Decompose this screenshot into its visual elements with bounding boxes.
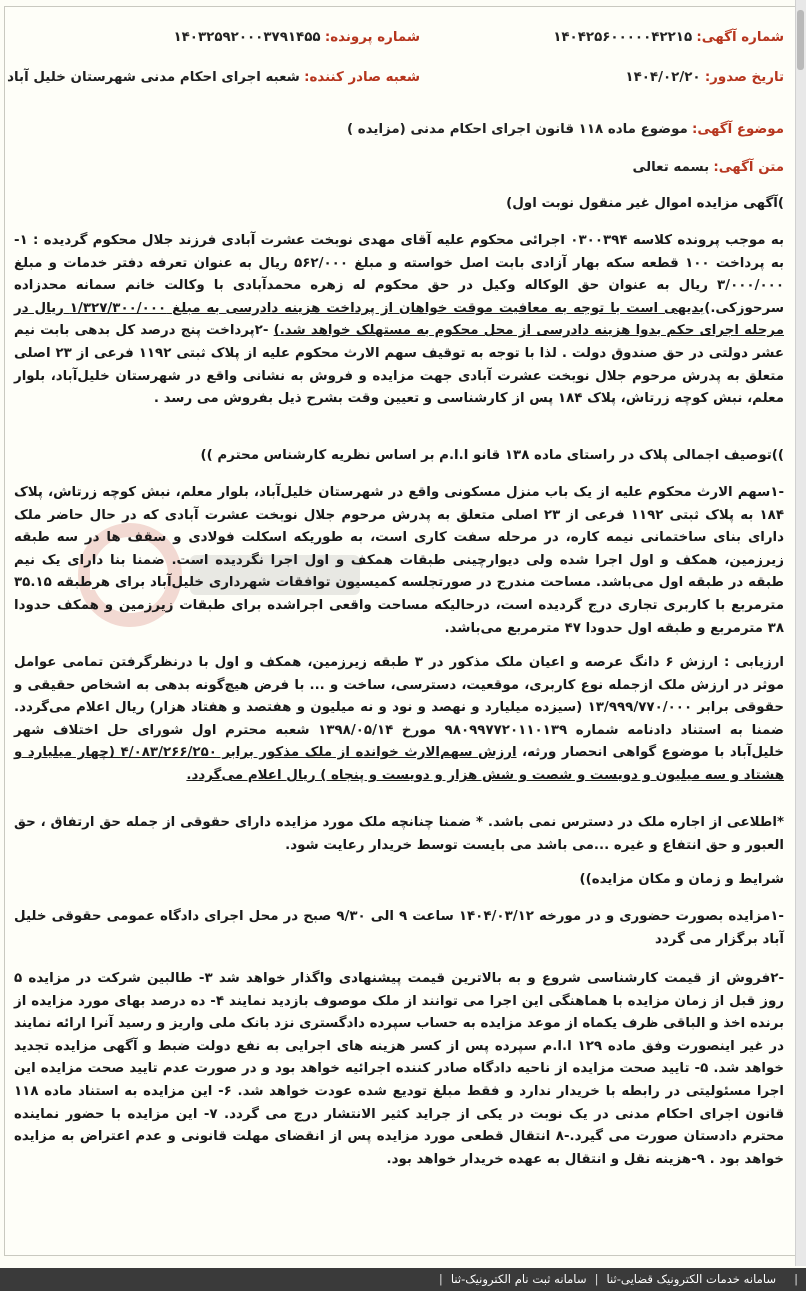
issuer: [7, 70, 420, 85]
case-number: [173, 30, 420, 45]
case-number-label: شماره پرونده:: [324, 30, 420, 45]
subject-line: [14, 122, 784, 137]
paragraph-4: [14, 812, 784, 857]
header-row-1: [14, 30, 786, 54]
para6-text: -۲فروش از قیمت کارشناسی شروع و به بالاترین قیمت پیشنهادی واگذار خواهد شد ۳- طالبین شرکت در مزایده ۵ روز قبل از زمان مزایده با هماهنگی این اجرا می توانند از ملک موصوف بازدید نمایند ۴- ده درصد بهای مورد مزایده از برنده اخذ و الباقی ظرف یکماه از موعد مزایده به حساب سپرده دادگستری نزد بانک ملی واریز و رسید آنرا ارائه نمایند در غیر اینصورت وفق ماده ۱۲۹ ا.ا.م سپرده پس از کسر هزینه های اجرایی به نفع دولت ضبط و آگهی مزایده تجدید خواهد شد. ۵- تایید صحت مزایده از ناحیه دادگاه صادر کننده اجرائیه خواهد بود و در صورت عدم تایید صحت مزایده این اجرا مسئولیتی در رابطه با خریدار ندارد و فقط مبلغ تودیع شده عودت خواهد شد. ۶- این مزایده به استناد ماده ۱۱۸ قانون اجرای احکام مدنی در یک نوبت در یکی از جراید کثیر الانتشار درج می گردد. ۷- این مزایده با حضور نماینده محترم دادستان صورت می گیرد.-۸ انتقال قطعی مورد مزایده پس از انقضای مهلت قانونی و عدم اعتراض به مزایده خواهد بود . ۹-هزینه نقل و انتقال به عهده خریدار خواهد بود.: [14, 971, 784, 1167]
heading-conditions: شرایط و زمان و مکان مزایده)): [579, 872, 784, 887]
para2-text: -۱سهم الارث محکوم علیه از یک باب منزل مسکونی واقع در شهرستان خلیل‌آباد، بلوار معلم، نبش کوچه زرتاش، پلاک ۱۸۴ به پلاک ثبتی ۱۱۹۲ فرعی از ۲۳ اصلی متعلق به پدرش مرحوم جلال نوبخت عشرت آبادی که در حال حاضر ملک دارای بنای ساختمانی نیمه کاره، در مرحله سفت کاری است، به طوریکه اسکلت فولادی و سقف ها در سه طبقه زیرزمین، همکف و اول اجرا شده ولی دیوارچینی طبقات همکف و اول اجرا نگردیده است. ضمنا بنا دارای یک نیم طبقه در طبقه اول می‌باشد. مساحت مندرج در صورتجلسه کمیسیون توافقات شهرداری خلیل‌آباد برای هرطبقه ۳۵.۱۵ مترمربع با کاربری تجاری درج گردیده است، درحالیکه مساحت واقعی اجراشده برای طبقات زیرزمین و همکف حدودا ۳۸ مترمربع و طبقه اول حدودا ۴۷ مترمربع می‌باشد.: [14, 485, 784, 636]
footer-bar: |سامانه خدمات الکترونیک قضایی-ثنا|سامانه ثبت نام الکترونیک-ثنا|: [0, 1268, 806, 1291]
text-label: متن آگهی:: [713, 160, 784, 175]
text-intro: بسمه تعالی: [632, 160, 710, 175]
ad-number-value: ۱۴۰۴۲۵۶۰۰۰۰۰۴۲۲۱۵: [553, 30, 693, 45]
scrollbar-thumb[interactable]: [797, 10, 804, 70]
heading-auction: )آگهی مزایده اموال غیر منقول نوبت اول): [506, 196, 784, 211]
heading-description: ))توصیف اجمالی پلاک در راستای ماده ۱۳۸ قانو ا.ا.م بر اساس نظریه کارشناس محترم )): [200, 448, 784, 463]
issue-date-label: تاریخ صدور:: [704, 70, 784, 85]
text-line: [14, 160, 784, 175]
para5-text: -۱مزایده بصورت حضوری و در مورخه ۱۴۰۴/۰۳/۱۲ ساعت ۹ الی ۹/۳۰ صبح در محل اجرای دادگاه عمومی حقوقی خلیل آباد برگزار می گردد: [14, 909, 784, 947]
para1-a: به موجب پرونده کلاسه ۰۳۰۰۳۹۴ اجرائی محکوم علیه آقای مهدی نوبخت عشرت آبادی فرزند جلال محکوم گردیده : ۱- به پرداخت ۱۰۰ قطعه سکه بهار آزادی بابت اصل خواسته و مبلغ ۵۶۲/۰۰۰ ریال به عنوان تعرفه دفتر خدمات و مبلغ ۳/۰۰۰/۰۰۰ ریال به عنوان حق الوکاله وکیل در حق محکوم له زهره محمدآبادی با وکالت خانم سمانه محدزاده سرحوزکی.): [14, 233, 785, 316]
paragraph-1: [14, 230, 784, 411]
issue-date: [625, 70, 784, 85]
issuer-label: شعبه صادر کننده:: [304, 70, 420, 85]
para4-text: *اطلاعی از اجاره ملک در دسترس نمی باشد. * ضمنا چنانچه ملک مورد مزایده دارای حقوقی از جمله حق ارتفاق ، حق العبور و حق انتفاع و غیره ...می باشد می بایست توسط خریدار رعایت شود.: [14, 815, 784, 853]
subject-value: موضوع ماده ۱۱۸ قانون اجرای احکام مدنی (مزایده ): [347, 122, 688, 137]
ad-number-label: شماره آگهی:: [696, 30, 784, 45]
paragraph-3: [14, 652, 784, 788]
issuer-value: شعبه اجرای احکام مدنی شهرستان خلیل آباد: [7, 70, 300, 85]
paragraph-6: [14, 968, 784, 1171]
footer-link-sana-services[interactable]: سامانه خدمات الکترونیک قضایی-ثنا: [606, 1272, 777, 1286]
paragraph-2: [14, 482, 784, 640]
paragraph-5: [14, 906, 784, 951]
para1-b: -۲پرداخت پنج درصد کل بدهی بابت نیم عشر دولتی در حق صندوق دولت . لذا با توجه به توقیف سهم الارث محکوم علیه از پلاک ثبتی ۱۱۹۲ فرعی از ۲۳ اصلی متعلق به پدرش مرحوم جلال نوبخت عشرت آبادی جهت مزایده و فروش به نشانی واقع در شهرستان خلیل‌آباد، بلوار معلم، نبش کوچه زرتاش، پلاک ۱۸۴ پس از کارشناسی و تعیین وقت بشرح ذیل بفروش می رسد .: [14, 323, 784, 407]
footer-link-sana-registration[interactable]: سامانه ثبت نام الکترونیک-ثنا: [450, 1272, 587, 1286]
para1-underlined: بدیهی است با توجه به معافیت موقت خواهان از پرداخت هزینه دادرسی به مبلغ ۱/۳۲۷/۳۰۰/۰۰۰ ریال در مرحله اجرای حکم بدوا هزینه دادرسی از محل محکوم به مستهلک خواهد شد.): [14, 300, 784, 339]
para3-underlined: ارزش سهم‌الارث خوانده از ملک مذکور برابر ۴/۰۸۳/۲۶۶/۲۵۰ (چهار میلیارد و هشتاد و سه میلیون و دویست و شصت و شش هزار و دویست و پنجاه ) ریال اعلام می‌گردد.: [14, 745, 784, 783]
subject-label: موضوع آگهی:: [692, 122, 784, 137]
ad-number: [553, 30, 784, 45]
para3-a: ارزیابی : ارزش ۶ دانگ عرصه و اعیان ملک مذکور در ۳ طبقه زیرزمین، همکف و اول با درنظرگرفتن تمامی عوامل موثر در ارزش ملک ازجمله نوع کاربری، موقعیت، دسترسی، ساخت و ... با فرض هیچ‌گونه بدهی به اشخاص حقیقی و حقوقی برابر ۱۳/۹۹۹/۷۷۰/۰۰۰ (سیزده میلیارد و نهصد و نود و نه میلیون و هفتصد و هفتاد هزار) ریال اعلام می‌گردد. ضمنا به استناد دادنامه شماره ۹۸۰۹۹۷۷۲۰۱۱۰۱۳۹ مورخ ۱۳۹۸/۰۵/۱۴ شعبه محترم اول شورای حل اختلاف شهر خلیل‌آباد با موضوع گواهی انحصار ورثه،: [14, 655, 784, 761]
issue-date-value: ۱۴۰۴/۰۲/۲۰: [625, 70, 701, 85]
vertical-scrollbar[interactable]: [795, 0, 806, 1266]
case-number-value: ۱۴۰۳۲۵۹۲۰۰۰۳۷۹۱۴۵۵: [173, 30, 321, 45]
header-row-2: [7, 70, 786, 94]
